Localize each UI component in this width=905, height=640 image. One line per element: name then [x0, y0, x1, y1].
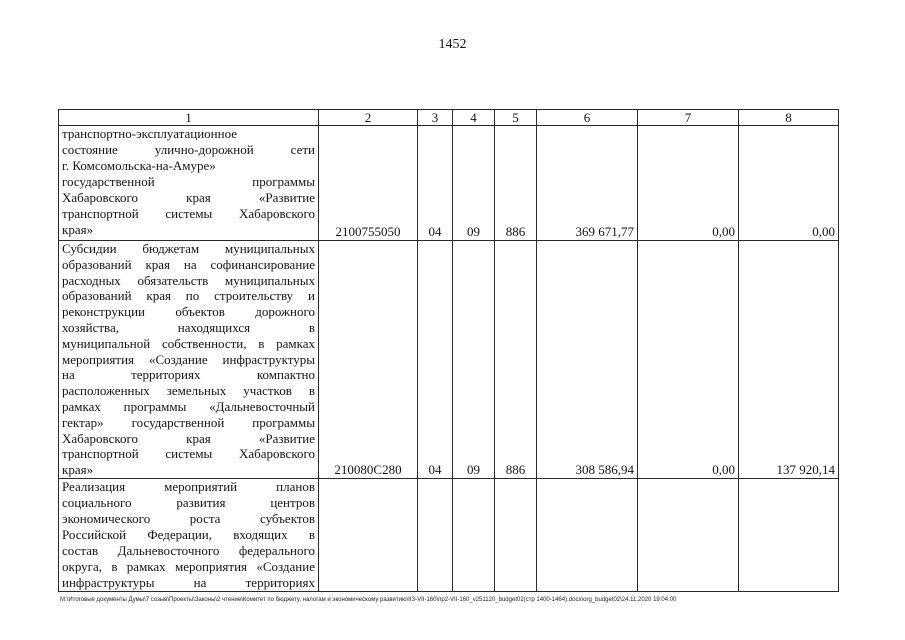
cell-code: 2100755050 — [319, 126, 418, 241]
description-line: Хабаровского края «Развитие — [62, 430, 315, 446]
cell-col7: 0,00 — [638, 126, 739, 241]
description-line: Хабаровского края «Развитие — [62, 190, 315, 205]
cell-col6: 308 586,94 — [537, 241, 638, 479]
description-line: Субсидии бюджетам муниципальных — [62, 241, 315, 256]
budget-table — [58, 109, 839, 592]
description-line: образований края по строительству и — [62, 288, 315, 304]
description-line: Реализация мероприятий планов — [62, 479, 315, 494]
cell-col6: 369 671,77 — [537, 126, 638, 241]
cell-col3 — [418, 479, 453, 592]
description-line: транспортной системы Хабаровского — [62, 446, 315, 462]
description-line: реконструкции объектов дорожного — [62, 304, 315, 320]
description-line: экономического роста субъектов — [62, 511, 315, 526]
cell-description — [59, 241, 319, 479]
cell-col8 — [739, 479, 839, 592]
description-line: г. Комсомольска-на-Амуре» — [62, 158, 216, 173]
description-line: состав Дальневосточного федерального — [62, 543, 315, 558]
cell-code: 210080С280 — [319, 241, 418, 479]
description-line: социального развития центров — [62, 495, 315, 510]
column-header: 5 — [495, 110, 537, 126]
description-line: края» — [62, 222, 94, 237]
column-header: 4 — [453, 110, 495, 126]
cell-col8: 0,00 — [739, 126, 839, 241]
cell-col3: 04 — [418, 126, 453, 241]
table-row — [59, 126, 839, 241]
description-line: края» — [62, 462, 94, 478]
cell-col4 — [453, 479, 495, 592]
footer-file-path: М:\Итоговые документы Думы\7 созыв\Проекты\Законы\2 чтение\Комитет по бюджету, налогам и экономическому развитию\IIЗ-VII-160\пр2-VII-160_v251120_budget02(стр 1400-1464).docx\org_budget02\24.11.2020 19:04:00 — [60, 597, 677, 603]
description-line: округа, в рамках мероприятия «Создание — [62, 559, 315, 574]
page-number: 1452 — [438, 37, 467, 52]
cell-col7: 0,00 — [638, 241, 739, 479]
column-header: 3 — [418, 110, 453, 126]
cell-col3: 04 — [418, 241, 453, 479]
description-line: транспортно-эксплуатационное — [62, 126, 238, 141]
table-header-row — [59, 110, 839, 126]
column-header: 2 — [319, 110, 418, 126]
description-line: гектар» государственной программы — [62, 414, 315, 430]
description-line: транспортной системы Хабаровского — [62, 206, 315, 221]
column-header: 8 — [739, 110, 839, 126]
cell-col6 — [537, 479, 638, 592]
description-line: образований края на софинансирование — [62, 256, 315, 272]
cell-col5: 886 — [495, 241, 537, 479]
description-line: расположенных земельных участков в — [62, 383, 315, 399]
cell-col4: 09 — [453, 241, 495, 479]
cell-col8: 137 920,14 — [739, 241, 839, 479]
column-header: 1 — [59, 110, 319, 126]
description-line: расходных обязательств муниципальных — [62, 272, 315, 288]
description-line: инфраструктуры на территориях — [62, 575, 315, 590]
cell-col5: 886 — [495, 126, 537, 241]
description-line: состояние улично-дорожной сети — [62, 142, 315, 157]
description-line: рамках программы «Дальневосточный — [62, 398, 315, 414]
cell-description — [59, 126, 319, 241]
table-row — [59, 479, 839, 592]
description-line: государственной программы — [62, 174, 315, 189]
description-line: Российской Федерации, входящих в — [62, 527, 315, 542]
cell-col7 — [638, 479, 739, 592]
cell-col4: 09 — [453, 126, 495, 241]
description-line: муниципальной собственности, в рамках — [62, 335, 315, 351]
column-header: 7 — [638, 110, 739, 126]
cell-description — [59, 479, 319, 592]
description-line: на территориях компактно — [62, 367, 315, 383]
description-line: мероприятия «Создание инфраструктуры — [62, 351, 315, 367]
cell-col5 — [495, 479, 537, 592]
table-row — [59, 241, 839, 479]
cell-code — [319, 479, 418, 592]
column-header: 6 — [537, 110, 638, 126]
description-line: хозяйства, находящихся в — [62, 319, 315, 335]
